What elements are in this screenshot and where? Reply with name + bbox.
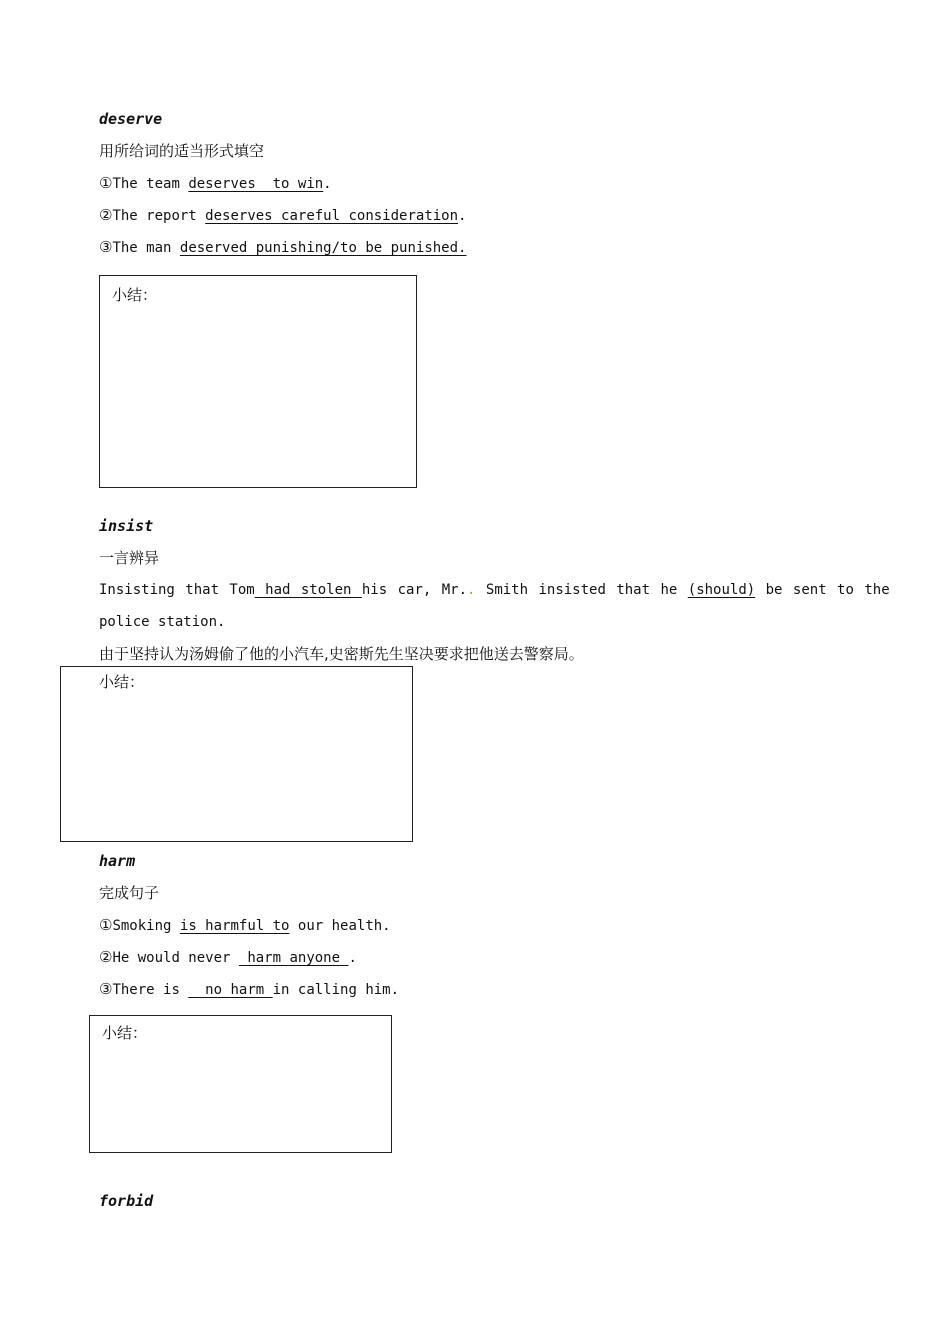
section-heading-deserve: deserve: [99, 110, 163, 128]
answer-blank: (should): [687, 582, 756, 598]
exercise-item-3: ③There is no harm in calling him.: [99, 980, 400, 998]
instruction-harm: 完成句子: [99, 884, 160, 902]
exercise-item-3: ③The man deserved punishing/to be punished.: [99, 238, 467, 256]
exercise-item-2: ②He would never harm anyone .: [99, 948, 357, 966]
summary-box-deserve[interactable]: [99, 275, 417, 488]
summary-label: 小结：: [102, 1024, 148, 1042]
answer-blank: is harmful to: [179, 918, 290, 934]
exercise-item-1: ①Smoking is harmful to our health.: [99, 916, 391, 934]
answer-blank: no harm: [188, 982, 273, 998]
exercise-item-1: ①The team deserves to win.: [99, 174, 332, 192]
section-heading-forbid: forbid: [99, 1192, 154, 1210]
section-heading-harm: harm: [99, 852, 136, 870]
answer-blank: harm anyone: [238, 950, 349, 966]
answer-blank: deserved punishing/to be punished.: [179, 240, 467, 256]
example-sentence-line-2: police station.: [99, 614, 226, 630]
example-sentence-line-1: Insisting that Tom had stolen his car, Mr.. Smith insisted that he (should) be sent to the: [99, 582, 890, 598]
summary-label: 小结：: [99, 673, 145, 691]
answer-blank: deserves careful consideration: [205, 208, 459, 224]
translation: 由于坚持认为汤姆偷了他的小汽车,史密斯先生坚决要求把他送去警察局。: [99, 645, 584, 663]
instruction-text: 用所给词的适当形式填空: [99, 142, 265, 160]
summary-box-harm[interactable]: [89, 1015, 392, 1153]
instruction-insist: 一言辨异: [99, 549, 160, 567]
answer-blank: deserves to win: [188, 176, 324, 192]
exercise-item-2: ②The report deserves careful consideration.: [99, 206, 467, 224]
answer-blank: had stolen: [254, 582, 362, 598]
instruction-deserve: [99, 141, 264, 161]
summary-box-insist[interactable]: [60, 666, 413, 842]
section-heading-insist: insist: [99, 517, 154, 535]
summary-label: 小结：: [112, 286, 158, 304]
